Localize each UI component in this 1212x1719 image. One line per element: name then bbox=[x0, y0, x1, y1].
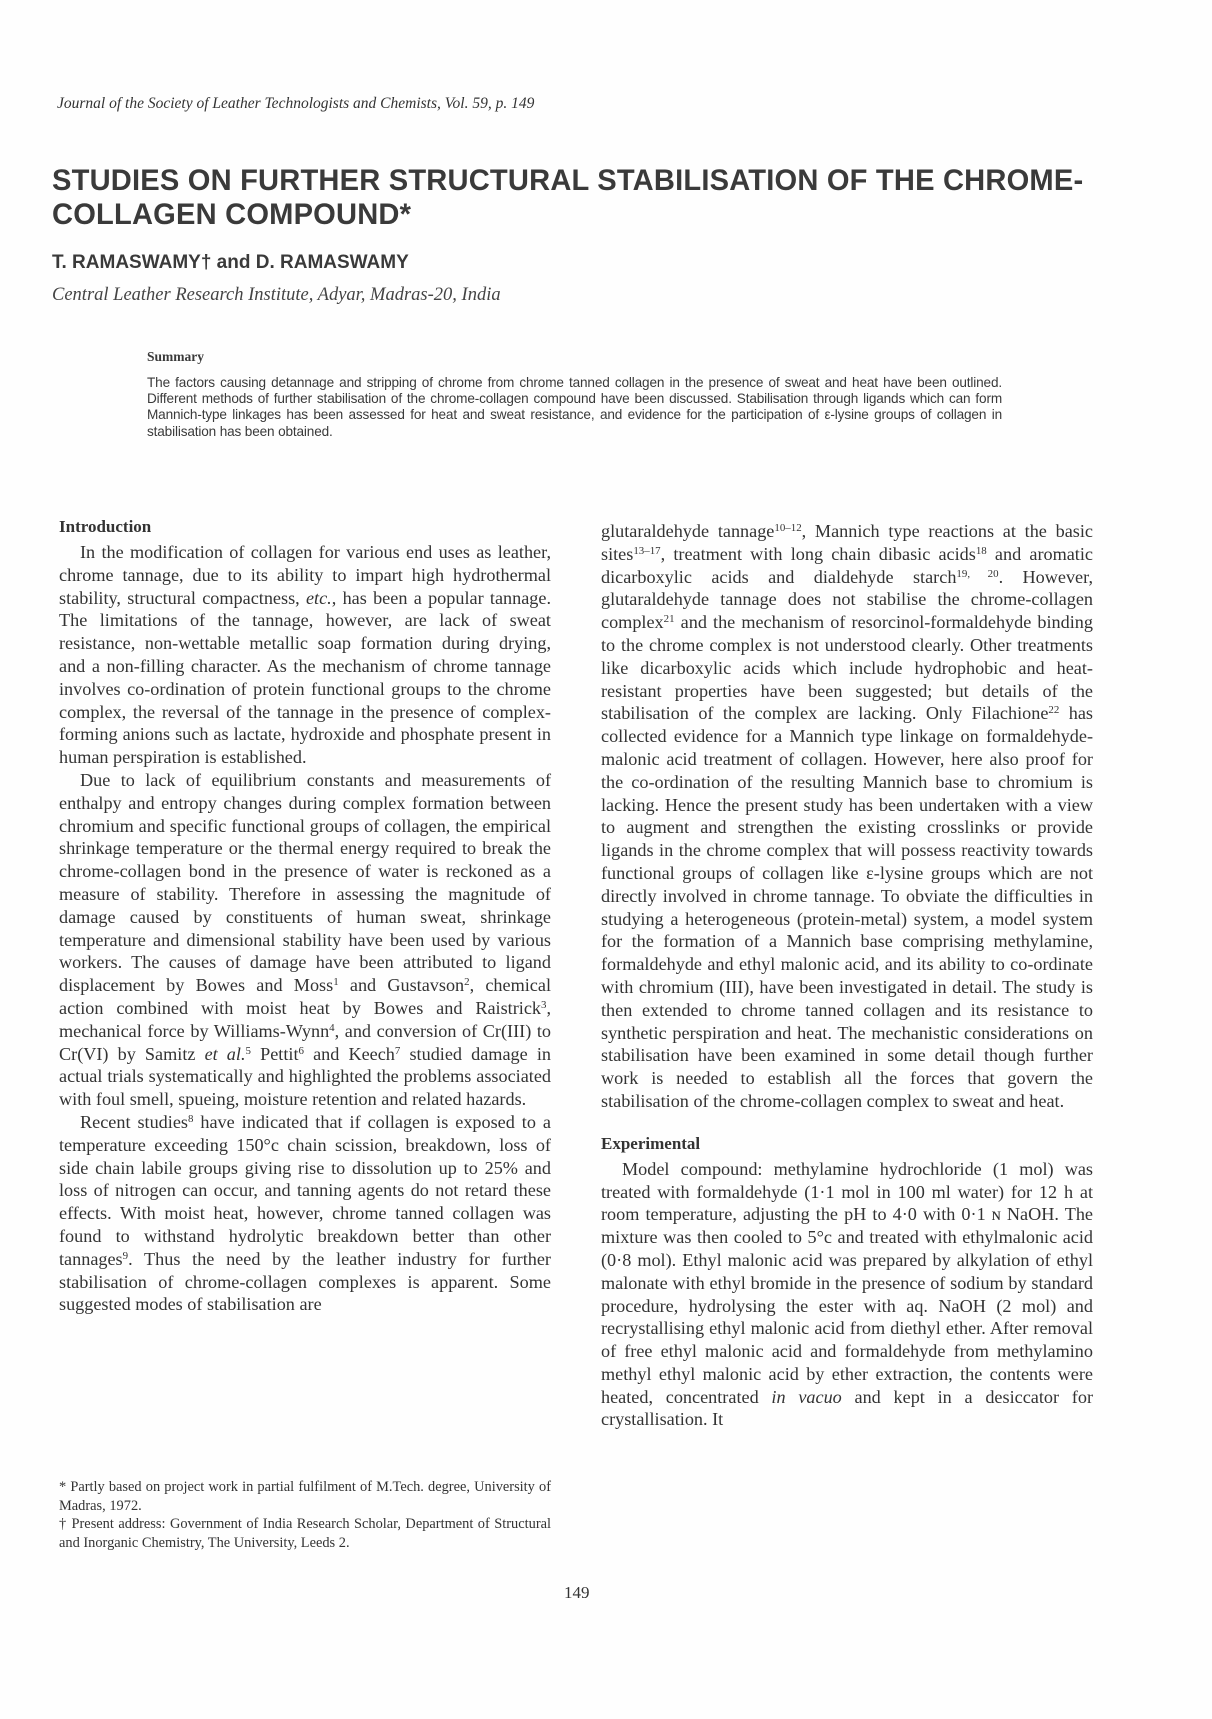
intro-paragraph-3-continued: glutaraldehyde tannage$^{10-12}$, Mannich type reactions at the basic sites$^{13-17}$, treatment with long chain dibasic acids$^{18}$ and aromatic dicarboxylic acids and dialdehyde starch$^{19, 20}$. However, glutaraldehyde tannage does not stabilise the chrome-collagen complex$^{21}$ and the mechanism of resorcinol-formaldehyde binding to the chrome complex is not understood clearly. Other treatments like dicarboxylic acids which include hydrophobic and heat-resistant properties have been suggested; but details of the stabilisation of the complex are lacking. Only Filachione$^{22}$ has collected evidence for a Mannich type linkage on formaldehyde-malonic acid treatment of collagen. However, here also proof for the co-ordination of the resulting Mannich base to chromium is lacking. Hence the present study has been undertaken with a view to augment and strengthen the existing crosslinks or provide ligands in the chrome complex that will possess reactivity towards functional groups of collagen like ε-lysine groups which are not directly involved in chrome tannage. To obviate the difficulties in studying a heterogeneous (protein-metal) system, a model system for the formation of a Mannich base comprising methylamine, formaldehyde and ethyl malonic acid, and its ability to co-ordinate with chromium (III), have been investigated in detail. The study is then extended to chrome tanned collagen and its resistance to synthetic perspiration and heat. The mechanistic considerations on stabilisation have been examined in some detail though further work is needed to establish all the forces that govern the stabilisation of the chrome-collagen complex to sweat and heat. bbox=[601, 521, 1093, 1111]
summary-text: The factors causing detannage and stripping of chrome from chrome tanned collagen in the presence of sweat and heat have been outlined. Different methods of further stabilisation of the chrome-collagen compound have been discussed. Stabilisation through ligands which can form Mannich-type linkages has been assessed for heat and sweat resistance, and evidence for the participation of ε-lysine groups of collagen in stabilisation has been obtained. bbox=[147, 375, 1002, 439]
reference-marker: 8 bbox=[187, 1112, 194, 1125]
reference-marker: 18 bbox=[975, 544, 987, 557]
reference-marker: 5 bbox=[245, 1044, 251, 1057]
section-spacer bbox=[601, 1113, 1093, 1133]
article-authors: T. RAMASWAMY† and D. RAMASWAMY bbox=[52, 252, 409, 273]
summary-heading: Summary bbox=[147, 349, 204, 364]
reference-marker: 22 bbox=[1048, 704, 1060, 717]
introduction-heading: Introduction bbox=[59, 517, 152, 536]
experimental-paragraph-1: Model compound: methylamine hydrochloride (1 mol) was treated with formaldehyde (1·1 mol in 100 ml water) for 12 h at room temperature, adjusting the pH to 4·0 with 0·1 ɴ NaOH. The mixture was then cooled to 5°c and treated with ethylmalonic acid (0·8 mol). Ethyl malonic acid was prepared by alkylation of ethyl malonate with ethyl bromide in the presence of sodium by standard procedure, hydrolysing the ester with aq. NaOH (2 mol) and recrystallising ethyl malonic acid from diethyl ether. After removal of free ethyl malonic acid and formaldehyde from methylamino methyl ethyl malonic acid by ether extraction, the contents were heated, concentrated in vacuo and kept in a desiccator for crystallisation. It bbox=[601, 1158, 1094, 1430]
article-title: STUDIES ON FURTHER STRUCTURAL STABILISATION OF THE CHROME-COLLAGEN COMPOUND* bbox=[52, 164, 1084, 231]
page-number: 149 bbox=[564, 1583, 590, 1602]
reference-marker: 19, 20 bbox=[956, 567, 999, 580]
journal-citation: Journal of the Society of Leather Technologists and Chemists, Vol. 59, p. 149 bbox=[57, 95, 535, 112]
reference-marker: 9 bbox=[122, 1249, 129, 1262]
experimental-heading: Experimental bbox=[601, 1133, 701, 1153]
reference-marker: 1 bbox=[333, 976, 339, 989]
reference-marker: 10–12 bbox=[774, 522, 802, 534]
reference-marker: 3 bbox=[541, 998, 547, 1011]
footnotes bbox=[59, 1478, 551, 1552]
reference-marker: 4 bbox=[329, 1021, 335, 1034]
intro-paragraph-2: Due to lack of equilibrium constants and measurements of enthalpy and entropy changes during complex formation between chromium and specific functional groups of collagen, the empirical shrinkage temperature or the thermal energy required to break the chrome-collagen bond in the presence of water is reckoned as a measure of stability. Therefore in assessing the magnitude of damage caused by constituents of human sweat, shrinkage temperature and dimensional stability have been used by various workers. The causes of damage have been attributed to ligand displacement by Bowes and Moss$^1$ and Gustavson$^2$, chemical action combined with moist heat by Bowes and Raistrick$^3$, mechanical force by Williams-Wynn$^4$, and conversion of Cr(III) to Cr(VI) by Samitz et al.$^5$ Pettit$^6$ and Keech$^7$ studied damage in actual trials systematically and highlighted the problems associated with foul smell, spueing, moisture retention and related hazards. bbox=[59, 769, 551, 1110]
left-column bbox=[59, 516, 551, 1316]
footnote-dagger: † Present address: Government of India Research Scholar, Department of Structural and Inorganic Chemistry, The University, Leeds 2. bbox=[59, 1516, 551, 1551]
summary-section bbox=[147, 349, 1002, 440]
intro-paragraph-1: In the modification of collagen for various end uses as leather, chrome tannage, due to its ability to impart high hydrothermal stability, structural compactness, etc., has been a popular tannage. The limitations of the tannage, however, are lack of sweat resistance, non-wettable metallic soap formation during drying, and a non-filling character. As the mechanism of chrome tannage involves co-ordination of protein functional groups to the chrome complex, the reversal of the tannage in the presence of complex-forming anions such as lactate, hydroxide and phosphate present in human perspiration is established. bbox=[59, 542, 552, 768]
reference-marker: 21 bbox=[663, 613, 675, 626]
reference-marker: 7 bbox=[394, 1044, 401, 1057]
intro-paragraph-3: Recent studies$^8$ have indicated that if collagen is exposed to a temperature exceeding 150°c chain scission, breakdown, loss of side chain labile groups giving rise to dissolution up to 25% and loss of nitrogen can occur, and tanning agents do not retard these effects. With moist heat, however, chrome tanned collagen was found to withstand hydrolytic breakdown better than other tannages$^9$. Thus the need by the leather industry for further stabilisation of chrome-collagen complexes is apparent. Some suggested modes of stabilisation are bbox=[59, 1111, 551, 1315]
author-affiliation: Central Leather Research Institute, Adyar, Madras-20, India bbox=[52, 285, 501, 305]
reference-marker: 13–17 bbox=[633, 544, 661, 557]
right-column bbox=[601, 520, 1093, 1431]
footnote-asterisk: * Partly based on project work in partial fulfilment of M.Tech. degree, University of Madras, 1972. bbox=[59, 1479, 551, 1514]
reference-marker: 2 bbox=[464, 976, 470, 989]
reference-marker: 6 bbox=[298, 1044, 304, 1057]
